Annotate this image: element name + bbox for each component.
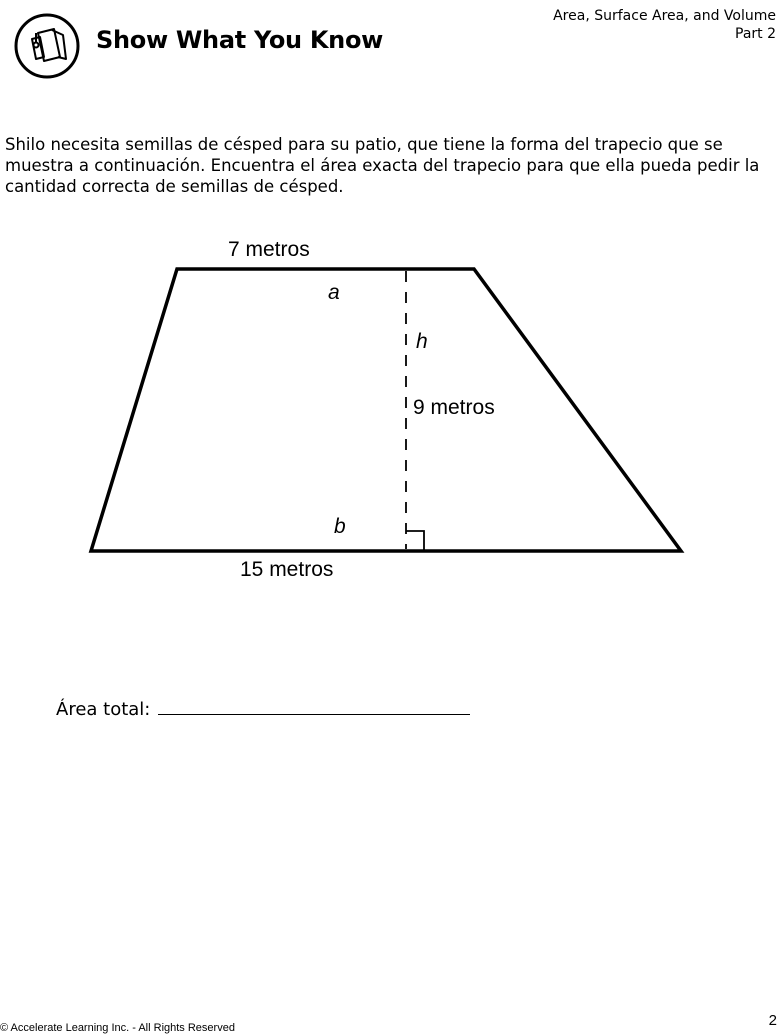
right-angle-marker xyxy=(406,531,424,550)
top-base-label: 7 metros xyxy=(228,238,310,261)
answer-label: Área total: xyxy=(56,699,151,720)
var-b-label: b xyxy=(334,515,346,538)
page-title: Show What You Know xyxy=(96,26,384,54)
var-a-label: a xyxy=(328,281,340,304)
answer-row xyxy=(56,694,470,720)
unit-part: Part 2 xyxy=(735,26,776,42)
var-h-label: h xyxy=(416,330,428,353)
unit-title: Area, Surface Area, and Volume xyxy=(553,8,776,24)
trapezoid-shape xyxy=(91,269,681,551)
bottom-base-label: 15 metros xyxy=(240,558,334,581)
problem-text: Shilo necesita semillas de césped para su patio, que tiene la forma del trapecio que se muestra a continuación. Encuentra el área exacta del trapecio para que ella pueda pedir la cantidad correcta de semillas de césped. xyxy=(5,135,760,196)
height-label: 9 metros xyxy=(413,396,495,419)
copyright-footer: © Accelerate Learning Inc. - All Rights Reserved xyxy=(0,1022,235,1034)
page-number: 2 xyxy=(768,1012,777,1029)
answer-blank-line[interactable] xyxy=(158,694,470,715)
